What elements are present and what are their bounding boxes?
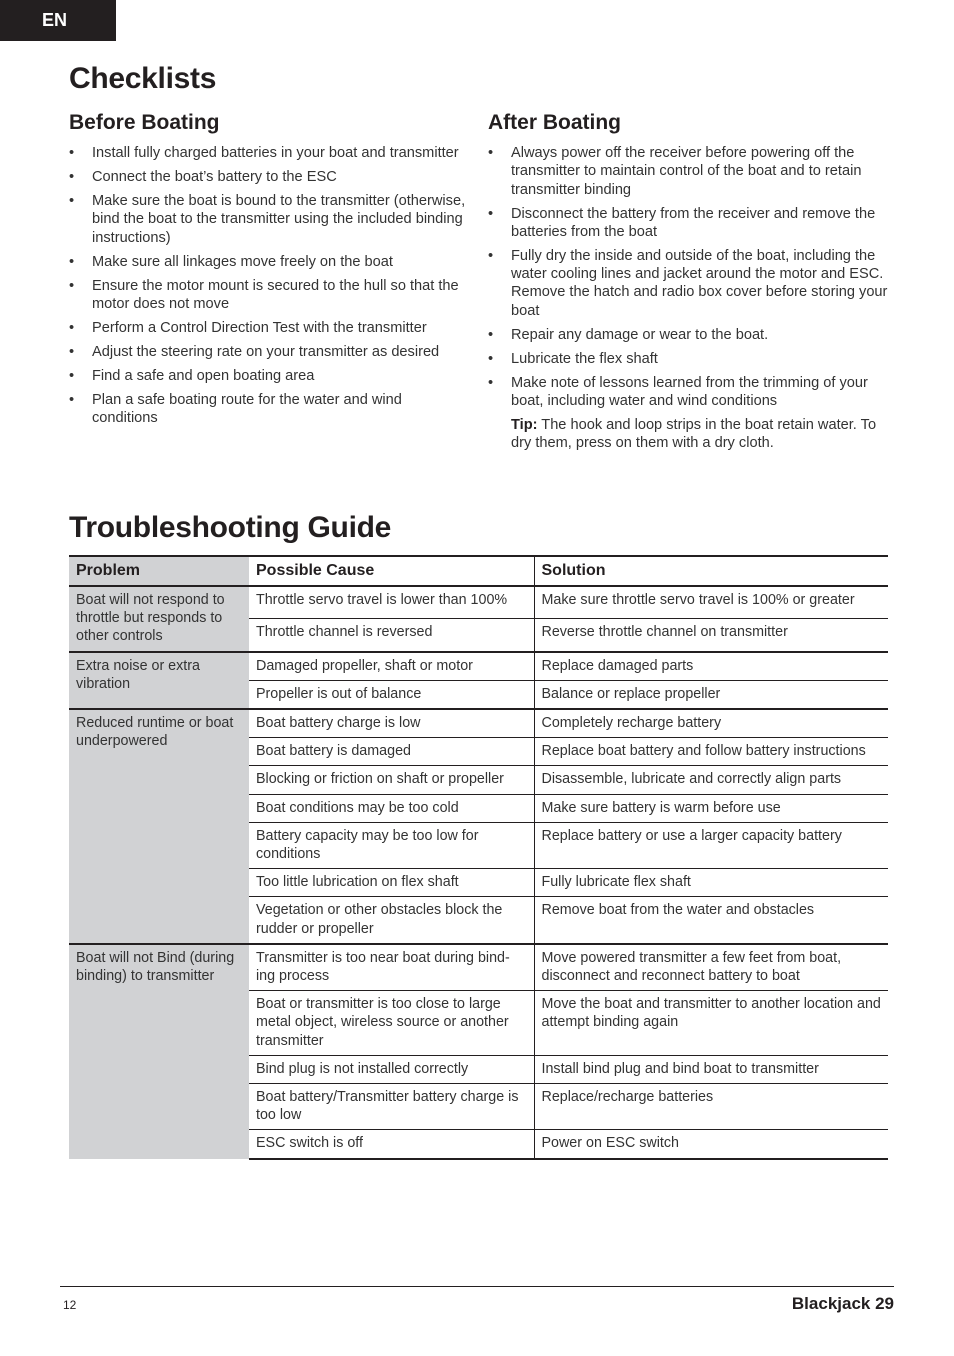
cause-cell: Throttle channel is reversed: [249, 619, 534, 652]
solution-cell: Replace/recharge batteries: [534, 1084, 888, 1130]
solution-cell: Balance or replace propeller: [534, 680, 888, 709]
solution-cell: Move the boat and transmitter to another location and attempt binding again: [534, 991, 888, 1056]
checklist-item: • Install fully charged batteries in your boat and transmitter: [69, 144, 469, 162]
cause-cell: Blocking or friction on shaft or propeller: [249, 766, 534, 794]
checklist-item: • Always power off the receiver before powering off the transmitter to maintain control of the boat and to retain transmitter binding: [488, 144, 888, 199]
tip-text: The hook and loop strips in the boat retain water. To dry them, press on them with a dry cloth.: [511, 416, 877, 452]
cause-cell: Boat conditions may be too cold: [249, 794, 534, 822]
cause-cell: Bind plug is not installed correctly: [249, 1055, 534, 1083]
page-number: 12: [63, 1298, 77, 1312]
cause-cell: Vegetation or other obstacles block the rudder or propeller: [249, 897, 534, 944]
solution-cell: Completely recharge battery: [534, 709, 888, 738]
checklist-item: • Connect the boat’s battery to the ESC: [69, 168, 469, 186]
tip-label: Tip:: [511, 416, 538, 433]
solution-cell: Move powered transmitter a few feet from boat, disconnect and reconnect battery to boat: [534, 944, 888, 991]
checklist-item: • Perform a Control Direction Test with the transmitter: [69, 319, 469, 337]
header-cause: Possible Cause: [249, 556, 534, 586]
after-boating-list: [488, 144, 888, 410]
table-row: [69, 652, 888, 681]
header-solution: Solution: [534, 556, 888, 586]
solution-cell: Fully lubricate flex shaft: [534, 869, 888, 897]
language-tab: EN: [0, 0, 116, 41]
cause-cell: Too little lubrication on flex shaft: [249, 869, 534, 897]
cause-cell: Battery capacity may be too low for conditions: [249, 822, 534, 868]
cause-cell: Boat battery charge is low: [249, 709, 534, 738]
cause-cell: Boat or transmitter is too close to large metal object, wireless source or another transmitter: [249, 991, 534, 1056]
problem-cell: Boat will not respond to throttle but responds to other controls: [69, 586, 249, 652]
checklist-item: • Make sure all linkages move freely on the boat: [69, 253, 469, 271]
solution-cell: Replace battery or use a larger capacity battery: [534, 822, 888, 868]
checklist-item: • Lubricate the flex shaft: [488, 350, 888, 368]
cause-cell: Propeller is out of balance: [249, 680, 534, 709]
before-boating-title: Before Boating: [69, 111, 220, 134]
problem-cell: Boat will not Bind (during binding) to transmitter: [69, 944, 249, 1159]
header-problem: Problem: [69, 556, 249, 586]
after-boating-title: After Boating: [488, 111, 621, 134]
solution-cell: Make sure throttle servo travel is 100% or greater: [534, 586, 888, 619]
footer-rule: [60, 1286, 894, 1287]
table-row: [69, 586, 888, 619]
solution-cell: Replace damaged parts: [534, 652, 888, 681]
product-name: Blackjack 29: [791, 1294, 894, 1313]
problem-cell: Extra noise or extra vibration: [69, 652, 249, 709]
checklist-item: • Disconnect the battery from the receiver and remove the batteries from the boat: [488, 205, 888, 242]
after-boating-section: [488, 111, 888, 453]
table-header-row: [69, 556, 888, 586]
table-row: [69, 709, 888, 738]
cause-cell: Damaged propeller, shaft or motor: [249, 652, 534, 681]
solution-cell: Remove boat from the water and obstacles: [534, 897, 888, 944]
checklist-item: • Adjust the steering rate on your transmitter as desired: [69, 343, 469, 361]
solution-cell: Make sure battery is warm before use: [534, 794, 888, 822]
before-boating-list: [69, 144, 469, 427]
checklist-item: • Plan a safe boating route for the water and wind conditions: [69, 391, 469, 428]
checklist-item: • Fully dry the inside and outside of the boat, including the water cooling lines and jacket around the motor and ESC. Remove the hatch and radio box cover before storing your boat: [488, 247, 888, 320]
tip-note: [488, 416, 888, 453]
before-boating-section: [69, 111, 469, 433]
troubleshooting-table: [69, 555, 888, 1160]
problem-cell: Reduced runtime or boat underpowered: [69, 709, 249, 944]
solution-cell: Power on ESC switch: [534, 1130, 888, 1159]
solution-cell: Disassemble, lubricate and correctly align parts: [534, 766, 888, 794]
cause-cell: Throttle servo travel is lower than 100%: [249, 586, 534, 619]
checklist-item: • Make note of lessons learned from the trimming of your boat, including water and wind conditions: [488, 374, 888, 411]
solution-cell: Reverse throttle channel on transmitter: [534, 619, 888, 652]
solution-cell: Install bind plug and bind boat to transmitter: [534, 1055, 888, 1083]
checklist-item: • Find a safe and open boating area: [69, 367, 469, 385]
checklist-item: • Ensure the motor mount is secured to the hull so that the motor does not move: [69, 277, 469, 314]
cause-cell: Boat battery is damaged: [249, 738, 534, 766]
solution-cell: Replace boat battery and follow battery instructions: [534, 738, 888, 766]
cause-cell: ESC switch is off: [249, 1130, 534, 1159]
checklist-item: • Make sure the boat is bound to the transmitter (otherwise, bind the boat to the transmitter using the included binding instructions): [69, 192, 469, 247]
checklist-item: • Repair any damage or wear to the boat.: [488, 326, 888, 344]
cause-cell: Transmitter is too near boat during bind-ing process: [249, 944, 534, 991]
table-row: [69, 944, 888, 991]
cause-cell: Boat battery/Transmitter battery charge is too low: [249, 1084, 534, 1130]
checklists-title: Checklists: [69, 62, 217, 95]
troubleshooting-title: Troubleshooting Guide: [69, 511, 392, 544]
